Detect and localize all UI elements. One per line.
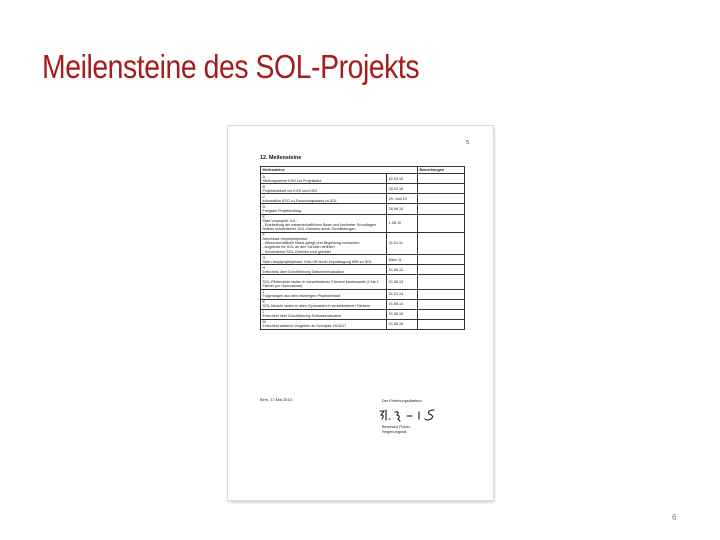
milestone-letter: D: [262, 204, 266, 209]
table-row: [261, 265, 465, 275]
milestone-text-line: Start Vorprojekt, d.h.:: [262, 219, 298, 224]
column-header-milestones: Meilensteine: [261, 167, 418, 174]
milestone-text-line: SOL-Pilotmodule laufen in verschiedenen Fächern kantonsweit (2 bis 4: [262, 279, 379, 284]
milestone-date: 29. Juni 10: [387, 194, 418, 204]
milestone-description: [261, 255, 387, 265]
milestone-text-line: - Erarbeitung der wissenschaftlichen Basis und konkreter Grundlagen: [262, 223, 376, 228]
milestone-letter: G: [262, 255, 266, 260]
milestone-text-line: SOL-Module laufen in allen Gymnasien in verschiedenen Fächern: [262, 304, 371, 309]
table-row: [261, 299, 465, 309]
milestone-letter: E: [262, 215, 265, 219]
milestone-text-line: Start Hauptprojektphase: Kick-Off durch Impulstagung WIB zu SOL: [262, 259, 373, 264]
milestone-text-line: Abschluss Vorprojektphase:: [262, 237, 309, 242]
milestone-text-line: Stellungnahme KSG zur Projektidee: [262, 178, 322, 183]
place-and-date: Bern, 17.Mai 2010: [260, 397, 292, 402]
signature-role: Der Erziehungsdirektor: [382, 398, 422, 403]
column-header-remarks: Bemerkungen: [417, 167, 464, 174]
signer-title: Regierungsrat: [382, 429, 407, 435]
milestone-date: 30.03.10: [387, 184, 418, 194]
milestone-date: 01.08.14: [387, 299, 418, 309]
signer-block: [382, 424, 410, 435]
table-row: [261, 289, 465, 299]
milestone-text-line: - Angebote für SOL an den Schulen definiert: [262, 245, 335, 250]
milestone-text-line: Folgerungen aus dem bisherigen Projektverlauf: [262, 294, 340, 299]
milestone-description: [261, 309, 387, 319]
milestone-text-line: Information KSG zu Forschungsstand zu SOL: [262, 198, 338, 203]
handwritten-signature: [376, 405, 456, 423]
milestone-date: 31.01.14: [387, 289, 418, 299]
milestone-date: 01.08.12: [387, 265, 418, 275]
milestone-date: 01.08.13: [387, 275, 418, 289]
milestone-text-line: - Schulinterne SOL-Gremien sind gebildet: [262, 249, 331, 254]
milestones-table: [260, 166, 465, 330]
milestone-remarks: [417, 214, 464, 232]
slide-number: 6: [672, 513, 677, 522]
milestone-date: 31.01.11: [387, 232, 418, 254]
milestone-date: März 11: [387, 255, 418, 265]
signer-name: Bernhard Pulver: [382, 424, 411, 429]
milestone-text-line: Entscheid weiteres Vorgehen ab Schuljahr 2016/17: [262, 324, 347, 329]
document-page-number: 5: [466, 140, 469, 146]
milestone-remarks: [417, 232, 464, 254]
milestone-remarks: [417, 265, 464, 275]
milestone-letter: M: [262, 320, 266, 325]
milestone-remarks: [417, 174, 464, 184]
milestone-remarks: [417, 289, 464, 299]
milestone-text-line: Entscheid über Durchführung Schlussevaluation: [262, 314, 342, 319]
milestone-date: 30.06.10: [387, 204, 418, 214]
milestone-description: [261, 265, 387, 275]
milestone-remarks: [417, 194, 464, 204]
milestone-date: 01.08.15: [387, 309, 418, 319]
slide-title: Meilensteine des SOL-Projekts: [42, 48, 420, 85]
milestone-letter: F: [262, 233, 265, 238]
milestone-letter: I: [262, 275, 264, 280]
milestone-text-line: Freigabe Projektauftrag: [262, 208, 302, 213]
milestone-description: [261, 194, 387, 204]
table-header-row: [261, 167, 465, 174]
milestone-text-line: Fächer pro Gymnasium): [262, 283, 303, 288]
milestone-description: [261, 184, 387, 194]
milestone-remarks: [417, 184, 464, 194]
milestone-remarks: [417, 204, 464, 214]
milestone-letter: K: [262, 300, 265, 305]
milestone-description: [261, 204, 387, 214]
table-row: [261, 214, 465, 232]
milestone-remarks: [417, 255, 464, 265]
document-heading: 12. Meilensteine: [260, 155, 302, 161]
milestone-letter: H: [262, 265, 266, 270]
milestone-remarks: [417, 275, 464, 289]
milestone-date: 01.08.16: [387, 319, 418, 329]
table-row: [261, 184, 465, 194]
table-row: [261, 255, 465, 265]
milestone-text-line: Entscheid über Durchführung Zwischenevaluation: [262, 269, 344, 274]
table-row: [261, 309, 465, 319]
milestone-remarks: [417, 309, 464, 319]
milestone-letter: A: [262, 174, 265, 179]
table-row: [261, 194, 465, 204]
table-row: [261, 319, 465, 329]
milestone-description: [261, 174, 387, 184]
table-row: [261, 204, 465, 214]
milestone-date: 1.08.10: [387, 214, 418, 232]
milestone-letter: C: [262, 194, 266, 199]
milestone-letter: J: [262, 290, 265, 294]
table-row: [261, 174, 465, 184]
milestone-text-line: - Wissenschaftliche Basis gelegt und Begleitung vorhanden: [262, 241, 360, 246]
table-row: [261, 232, 465, 254]
milestone-description: [261, 319, 387, 329]
milestone-letter: L: [262, 310, 265, 315]
milestone-letter: B: [262, 184, 265, 189]
milestone-description: [261, 214, 387, 232]
milestone-description: [261, 232, 387, 254]
scanned-document: [228, 126, 493, 500]
milestone-description: [261, 275, 387, 289]
milestone-date: 02.03.10: [387, 174, 418, 184]
table-row: [261, 275, 465, 289]
milestone-text-line: Projektentwurf vor KGH und KSG: [262, 188, 318, 193]
milestone-description: [261, 299, 387, 309]
milestone-description: [261, 289, 387, 299]
milestone-remarks: [417, 319, 464, 329]
milestone-remarks: [417, 299, 464, 309]
milestone-text-line: Aufbau schulinterner SOL-Gremien durch Schulleitungen: [262, 227, 356, 232]
